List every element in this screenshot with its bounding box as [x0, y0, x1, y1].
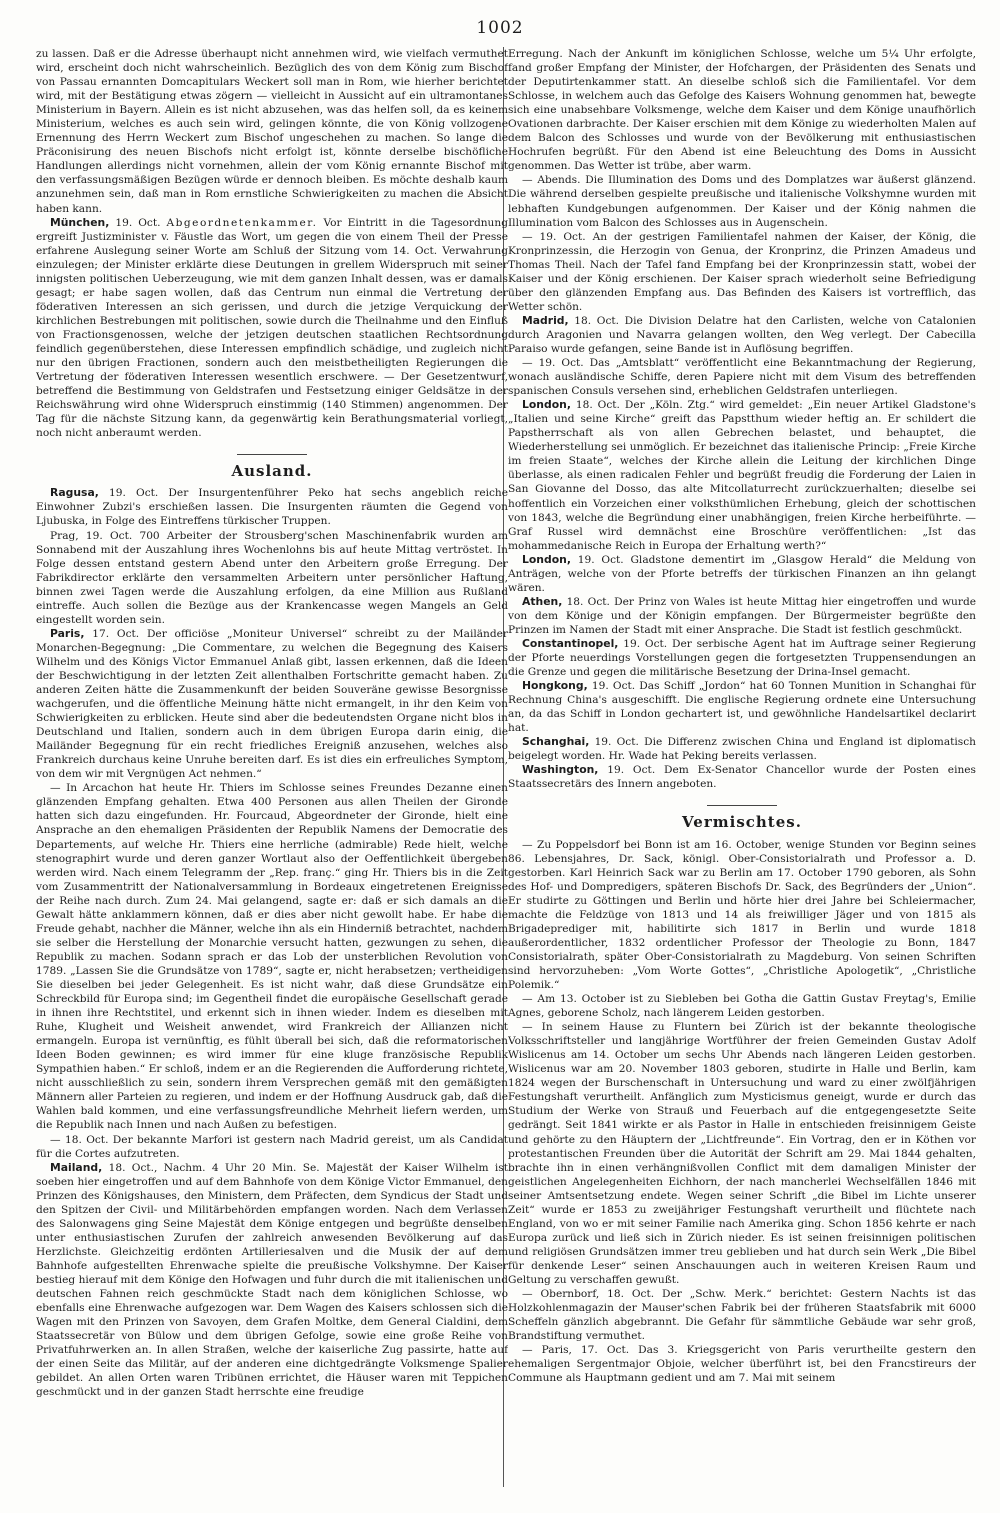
article-madrid: [508, 314, 976, 356]
dateline: London,: [522, 398, 571, 412]
misc-item: — Paris, 17. Oct. Das 3. Kriegsgericht von Paris verurtheilte gestern den ehemaligen Sergentmajor Objoie, welcher überführt ist, bei den Francstireurs der Commune als Hauptmann gedient und am 7. Mai mit seinem: [508, 1344, 976, 1385]
article-prag: Prag, 19. Oct. 700 Arbeiter der Strousberg'schen Maschinenfabrik wurden am Sonnabend mit der Auszahlung ihres Wochenlohns bis auf heute Mittag vertröstet. In Folge dessen entstand gestern Abend unter den Arbeitern große Erregung. Der Fabrikdirector erklärte den versammelten Arbeitern unter persönlicher Haftung, binnen zwei Tagen werde die Auszahlung erfolgen, da eine Million aus Rußland eintreffe. Auch sollen die Bezüge aus der Krankencasse wegen Mangels an Geld eingestellt worden sein.: [36, 529, 508, 626]
dateline: Schanghai,: [522, 735, 590, 749]
section-heading-vermischtes: Vermischtes.: [508, 805, 976, 829]
dateline: London,: [522, 552, 571, 566]
article-text: Vor Eintritt in die Tagesordnung ergreift Justizminister v. Fäustle das Wort, um gegen die von einem Theil der Presse erfahrene Auslegung seiner Worte am Schluß der Sitzung vom 14. Oct. Verwahrung einzulegen; der Minister erklärte diese Deutungen in grellem Widerspruch mit seiner innigsten politischen Ueberzeugung, wie mit dem ganzen Inhalt dessen, was er damals gesagt; er habe sagen wollen, daß das Centrum nun einmal die Vertretung der föderativen Interessen an sich gerissen, und durch die jetzige Verquickung der kirchlichen Bestrebungen mit politischen, sowie durch die Theilnahme und den Einfluß von Fractionsgenossen, welche der jetzigen deutschen staatlichen Rechtsordnung feindlich gegenüberstehen, diese Interessen empfindlich schädige, und zugleich nicht nur den übrigen Fractionen, sondern auch den meistbetheiligten Regierungen die Vertretung der föderativen Interessen wesentlich erschwere. — Der Gesetzentwurf, betreffend die Bestimmung von Geldstrafen und Festsetzung einiger Geldsätze in der Reichswährung wird ohne Widerspruch einstimmig (140 Stimmen) angenommen. Der Tag für die nächste Sitzung kann, da gegenwärtig kein Berathungsmaterial vorliegt, noch nicht anberaumt werden.: [36, 216, 508, 440]
article-text: 19. Oct. Dem Ex-Senator Chancellor wurde der Posten eines Staatssecretärs des Innern angeboten.: [508, 764, 976, 791]
dateline: Ragusa,: [50, 486, 99, 500]
article-hongkong: [508, 679, 976, 735]
article-text: 17. Oct. Der officiöse „Moniteur Universel“ schreibt zu der Mailänder Monarchen-Begegnung: „Die Commentare, zu welchen die Begegnung des Kaisers Wilhelm und des Königs Victor Emmanuel Anlaß gibt, lassen erkennen, daß die Ideen der Beschwichtigung in der letzten Zeit allenthalben Fortschritte gemacht haben. Zu anderen Zeiten hätte die Zusammenkunft der beiden Souveräne gewisse Besorgnisse wachgerufen, und die öffentliche Meinung hätte nicht ermangelt, in ihr den Keim von Schwierigkeiten zu erblicken. Heute sind aber die bedeutendsten Organe nicht blos in Deutschland und Italien, sondern auch in dem übrigen Europa darin einig, die Mailänder Begegnung für ein recht friedliches Ereigniß anzusehen, welches also Frankreich durchaus keine Unruhe bereiten darf. Es ist dies ein erfreuliches Symptom, von dem wir mit Vergnügen Act nehmen.“: [36, 627, 508, 781]
section-heading-ausland: Ausland.: [36, 454, 508, 478]
dateline: München,: [50, 215, 110, 229]
right-column: [508, 47, 976, 1487]
article-text: 19. Oct. Gladstone dementirt im „Glasgow Herald“ die Meldung von Anträgen, welche von der Pforte betreffs der türkischen Finanzen an ihn gelangt wären.: [508, 553, 976, 594]
article-paragraph: — Abends. Die Illumination des Doms und des Domplatzes war äußerst glänzend. Die während derselben gespielte preußische und italienische Volkshymne wurden mit lebhaften Kundgebungen aufgenommen. Der Kaiser und der König nahmen die Illumination vom Balcon des Schlosses aus in Augenschein.: [508, 174, 976, 229]
article-arcachon: — In Arcachon hat heute Hr. Thiers im Schlosse seines Freundes Dezanne einen glänzenden Empfang gehalten. Etwa 400 Personen aus allen Theilen der Gironde hatten sich dazu eingefunden. Hr. Fourcaud, Abgeordneter der Gironde, hielt eine Ansprache an den ehemaligen Präsidenten der Republik Namens der Democratie des Departements, auf welche Hr. Thiers eine herrliche (admirable) Rede hielt, welche stenographirt wurde und deren ganzer Wortlaut also der Oeffentlichkeit übergeben werden wird. Nach einem Telegramm der „Rep. franç.“ ging Hr. Thiers bis in die Zeit vom Zusammentritt der Nationalversammlung in Bordeaux eingetretenen Ereignisse der Reihe nach durch. Zum 24. Mai gelangend, sagte er: daß er sich damals an die Gewalt hätte anklammern können, daß er dies aber nicht gewollt habe. Er habe die Freude gehabt, nachher die Männer, welche ihn als ein Hinderniß betrachtet, nachdem sie selber die Herstellung der Monarchie versucht hatten, gezwungen zu sehen, die Republik zu machen. Sodann sprach er das Lob der unsterblichen Revolution von 1789. „Lassen Sie die Grundsätze von 1789“, sagte er, nicht herabsetzen; vertheidigen Sie dieselben bei jeder Gelegenheit. Es ist nicht wahr, daß diese Grundsätze ein Schreckbild für Europa sind; im Gegentheil findet die europäische Gesellschaft gerade in ihnen ihre Rechtstitel, und erkennt sich in ihnen wieder. Indem es dieselben mit Ruhe, Klugheit und Weisheit anwendet, wird Frankreich der Allianzen nicht ermangeln. Europa ist vernünftig, es fühlt überall bei sich, daß die reformatorischen Ideen Boden gewinnen; es wird immer für eine kluge französische Republik Sympathien haben.“ Er schloß, indem er an die Regierenden die Aufforderung richtete, nicht ausschließlich zu sein, sondern ihrem Versprechen gemäß mit den gemäßigten Männern aller Parteien zu regieren, und indem er der Hoffnung Ausdruck gab, daß die Wahlen bald kommen, und eine verfassungsfreundliche Mehrheit liefern werden, um die Republik nach Innen und nach Außen zu befestigen.: [36, 782, 508, 1132]
article-paris: [36, 627, 508, 782]
left-column: [36, 47, 508, 1487]
page-number: 1002: [476, 18, 524, 38]
article-text: 18. Oct. Der „Köln. Ztg.“ wird gemeldet: „Ein neuer Artikel Gladstone's „Italien und seine Kirche“ greift das Papstthum wieder heftig an. Er schildert die Papstherrschaft als von allen Gebrechen belastet, und behauptet, die Wiederherstellung sei unmöglich. Er bezeichnet das italienische Princip: „Freie Kirche im freien Staate“, welches der Kirche allein die Leitung der kirchlichen Dinge überlasse, als einen radicalen Fehler und begrüßt freudig die Forderung der Laien in San Giovanne del Dosso, das alte Mitcollaturrecht zurückzuerhalten; dieselbe sei hoffentlich ein Vorzeichen einer volksthümlichen Erhebung, gleich der schottischen von 1843, welche die Begründung einer unabhängigen, freien Kirche herbeiführte. — Graf Russel wird demnächst eine Broschüre veröffentlichen: „Ist das mohammedanische Reich in Europa der Erhaltung werth?“: [508, 399, 976, 552]
article-paragraph: zu lassen. Daß er die Adresse überhaupt nicht annehmen wird, wie vielfach vermuthet wird, erscheint doch nicht wahrscheinlich. Bezüglich des von dem König zum Bischof von Passau ernannten Domcapitulars Weckert soll man in Rom, wie hierher berichtet wird, mit der Bestätigung etwas zögern — vielleicht in Aussicht auf ein ultramontanes Ministerium in Bayern. Allein es ist nicht abzusehen, was das helfen soll, da es keinem Ministerium, welches es auch sein wird, gelingen könnte, die von König vollzogene Ernennung des Herrn Weckert zum Bischof ungeschehen zu machen. So lange die Präconisirung des neuen Bischofs nicht erfolgt ist, könnte derselbe bischöfliche Handlungen allerdings nicht vornehmen, allein der vom König ernannte Bischof mit den verfassungsmäßigen Bezügen würde er dennoch bleiben. Es möchte deshalb kaum anzunehmen sein, daß man in Rom ernstliche Schwierigkeiten zu machen die Absicht haben kann.: [36, 48, 508, 215]
article-text: 18. Oct. Die Division Delatre hat den Carlisten, welche von Catalonien durch Aragonien und Navarra gelangen wollten, den Weg verlegt. Der Cabecilla Paraiso wurde gefangen, seine Bande ist in Auflösung begriffen.: [508, 314, 976, 355]
article-paragraph: — 19. Oct. An der gestrigen Familientafel nahmen der Kaiser, der König, die Kronprinzessin, die Herzogin von Genua, der Kronprinz, die Prinzen Amadeus und Thomas Theil. Nach der Tafel fand Empfang bei der Kronprinzessin statt, wobei der Kaiser und der König erschienen. Der Kaiser sprach wiederholt seine Befriedigung über den glänzenden Empfang aus. Das Befinden des Kaisers ist vortrefflich, das Wetter schön.: [508, 230, 976, 313]
article-text: 19. Oct. Das Schiff „Jordon“ hat 60 Tonnen Munition in Schanghai für Rechnung China's ausgeschifft. Die englische Regierung ordnete eine Untersuchung an, da das Schiff in London gechartert ist, und gewöhnliche Handelsartikel declarirt hat.: [508, 680, 976, 735]
misc-item: — In seinem Hause zu Fluntern bei Zürich ist der bekannte theologische Volksschriftsteller und langjährige Wortführer der freien Gemeinden Gustav Adolf Wislicenus am 14. October um sechs Uhr Abends nach längeren Leiden gestorben. Wislicenus war am 20. November 1803 geboren, studirte in Halle und Berlin, kam 1824 wegen der Burschenschaft in Untersuchung und ward zu einer zwölfjährigen Festungshaft verurtheilt. Anfänglich zum Mysticismus geneigt, wurde er durch das Studium der Werke von Strauß und Feuerbach auf die entgegengesetzte Seite gedrängt. Seit 1841 wirkte er als Pastor in Halle in entschieden freisinnigem Geiste und gehörte zu den Häuptern der „Lichtfreunde“. Ein Vortrag, den er in Köthen vor protestantischen Freunden über die Autorität der Schrift am 29. Mai 1844 gehalten, brachte ihn in einen verhängnißvollen Conflict mit dem damaligen Minister der geistlichen Angelegenheiten Eichhorn, der nach mancherlei Wechselfällen 1846 mit seiner Amtsentsetzung endete. Wegen seiner Schrift „die Bibel im Lichte unserer Zeit“ wurde er 1853 zu zweijähriger Festungshaft verurtheilt und flüchtete nach England, von wo er mit seiner Familie nach Amerika ging. Schon 1856 kehrte er nach Europa zurück und ließ sich in Zürich nieder. Es ist seinen freisinnigen politischen und religiösen Grundsätzen immer treu geblieben und hat durch sein Werk „Die Bibel für denkende Leser“ seinen Anschauungen auch in weiteren Kreisen Raum und Geltung zu verschaffen gewußt.: [508, 1021, 976, 1286]
article-washington: [508, 763, 976, 791]
article-constantinopel: [508, 637, 976, 679]
article-text: 18. Oct., Nachm. 4 Uhr 20 Min. Se. Majestät der Kaiser Wilhelm ist soeben hier eingetroffen und auf dem Bahnhofe von dem Könige Victor Emmanuel, den Prinzen des Königshauses, den Ministern, dem Präfecten, dem Syndicus der Stadt und den Spitzen der Civil- und Militärbehörden empfangen worden. Nach dem Verlassen des Salonwagens ging Seine Majestät dem Könige entgegen und begrüßte denselben unter enthusiastischen Zurufen der zahlreich anwesenden Bevölkerung auf das Herzlichste. Gleichzeitig erdönten Artilleriesalven und die Musik der auf dem Bahnhofe aufgestellten Ehrenwache spielte die preußische Volkshymne. Der Kaiser bestieg hierauf mit dem Könige den Hofwagen und fuhr durch die mit italienischen und deutschen Fahnen reich geschmückte Stadt nach dem königlichen Schlosse, wo ebenfalls eine Ehrenwache aufgezogen war. Dem Wagen des Kaisers schlossen sich die Wagen mit den Prinzen von Savoyen, dem Grafen Moltke, dem General Cialdini, dem Staatssecretär von Bülow und dem übrigen Gefolge, sowie eine große Reihe von Privatfuhrwerken an. In allen Straßen, welche der kaiserliche Zug passirte, hatte auf der einen Seite das Militär, auf der anderen eine dichtgedrängte Volksmenge Spalier gebildet. An allen Orten waren Tribünen errichtet, die Häuser waren mit Teppichen geschmückt und in der ganzen Stadt herrschte eine freudige: [36, 1161, 508, 1399]
dateline: Hongkong,: [522, 679, 588, 693]
dateline: Washington,: [522, 763, 599, 777]
date: 19. Oct.: [115, 216, 161, 229]
dateline: Paris,: [50, 626, 85, 640]
article-paragraph: Erregung. Nach der Ankunft im königlichen Schlosse, welche um 5¼ Uhr erfolgte, fand großer Empfang der Minister, der Hofchargen, der Präsidenten des Senats und der Deputirtenkammer statt. An dieselbe schloß sich die Familientafel. Vor dem Schlosse, in welchem auch das Gefolge des Kaisers Wohnung genommen hat, bewegte sich eine unabsehbare Volksmenge, welche dem Kaiser und dem Könige unaufhörlich Ovationen darbrachte. Der Kaiser erschien mit dem Könige zu wiederholten Malen auf dem Balcon des Schlosses und wurde von der Bevölkerung mit enthusiastischen Hochrufen begrüßt. Für den Abend ist eine Beleuchtung des Doms in Aussicht genommen. Das Wetter ist trübe, aber warm.: [508, 48, 976, 173]
article-schanghai: [508, 735, 976, 763]
topic-spaced: Abgeordnetenkammer.: [166, 216, 318, 229]
article-text: 19. Oct. Der Insurgentenführer Peko hat sechs angeblich reiche Einwohner Zubzi's erschießen lassen. Die Insurgenten räumten die Gegend von Ljubuska, in Folge des Eintreffens türkischer Truppen.: [36, 487, 508, 528]
article-text: 18. Oct. Der Prinz von Wales ist heute Mittag hier eingetroffen und wurde von dem Könige und der Königin empfangen. Der Bürgermeister begrüßte den Prinzen im Namen der Stadt mit einer Ansprache. Die Stadt ist festlich geschmückt.: [508, 595, 976, 636]
dateline: Constantinopel,: [522, 636, 619, 650]
article-mailand: [36, 1161, 508, 1400]
misc-item: — Obernborf, 18. Oct. Der „Schw. Merk.“ berichtet: Gestern Nachts ist das Holzkohlenmagazin der Mauser'schen Fabrik bei der früheren Staatsfabrik mit 6000 Scheffeln gänzlich abgebrannt. Die Gefahr für sämmtliche Gebäude war sehr groß, Brandstiftung vermuthet.: [508, 1288, 976, 1343]
dateline: Madrid,: [522, 313, 569, 327]
article-athen: [508, 595, 976, 637]
misc-item: — Zu Poppelsdorf bei Bonn ist am 16. October, wenige Stunden vor Beginn seines 86. Lebensjahres, Dr. Sack, königl. Ober-Consistorialrath und Professor a. D. gestorben. Karl Heinrich Sack war zu Berlin am 17. October 1790 geboren, als Sohn des Hof- und Dompredigers, späteren Bischofs Dr. Sack, des Begründers der „Union“. Er studirte zu Göttingen und Berlin und hörte hier drei Jahre bei Schleiermacher, machte die Feldzüge von 1813 und 14 als freiwilliger Jäger und von 1815 als Brigadeprediger mit, habilitirte sich 1817 in Berlin und wurde 1818 außerordentlicher, 1832 ordentlicher Professor der Theologie zu Bonn, 1847 Consistorialrath, später Ober-Consistorialrath zu Magdeburg. Von seinen Schriften sind hervorzuheben: „Vom Worte Gottes“, „Christliche Apologetik“, „Christliche Polemik.“: [508, 838, 976, 991]
article-muenchen: [36, 216, 508, 441]
article-text: 19. Oct. Die Differenz zwischen China und England ist diplomatisch beigelegt worden. Hr. Wade hat Peking bereits verlassen.: [508, 736, 976, 763]
article-london-2: [508, 553, 976, 595]
article-ragusa: [36, 486, 508, 528]
article-marfori: — 18. Oct. Der bekannte Marfori ist gestern nach Madrid gereist, um als Candidat für die Cortes aufzutreten.: [36, 1133, 508, 1160]
article-text: 19. Oct. Der serbische Agent hat im Auftrage seiner Regierung der Pforte neuerdings Vorstellungen gegen die fortgesetzten Truppensendungen an die Grenze und gegen die militärische Besetzung der Drina-Insel gemacht.: [508, 637, 976, 679]
dateline: Athen,: [522, 594, 563, 608]
dateline: Mailand,: [50, 1160, 103, 1174]
article-amtsblatt: — 19. Oct. Das „Amtsblatt“ veröffentlicht eine Bekanntmachung der Regierung, wonach ausländische Schiffe, deren Papiere nicht mit dem Visum des betreffenden spanischen Consuls versehen sind, erheblichen Geldstrafen unterliegen.: [508, 357, 976, 398]
article-london-1: [508, 398, 976, 553]
misc-item: — Am 13. October ist zu Siebleben bei Gotha die Gattin Gustav Freytag's, Emilie Agnes, geborene Scholz, nach längerem Leiden gestorben.: [508, 993, 976, 1020]
